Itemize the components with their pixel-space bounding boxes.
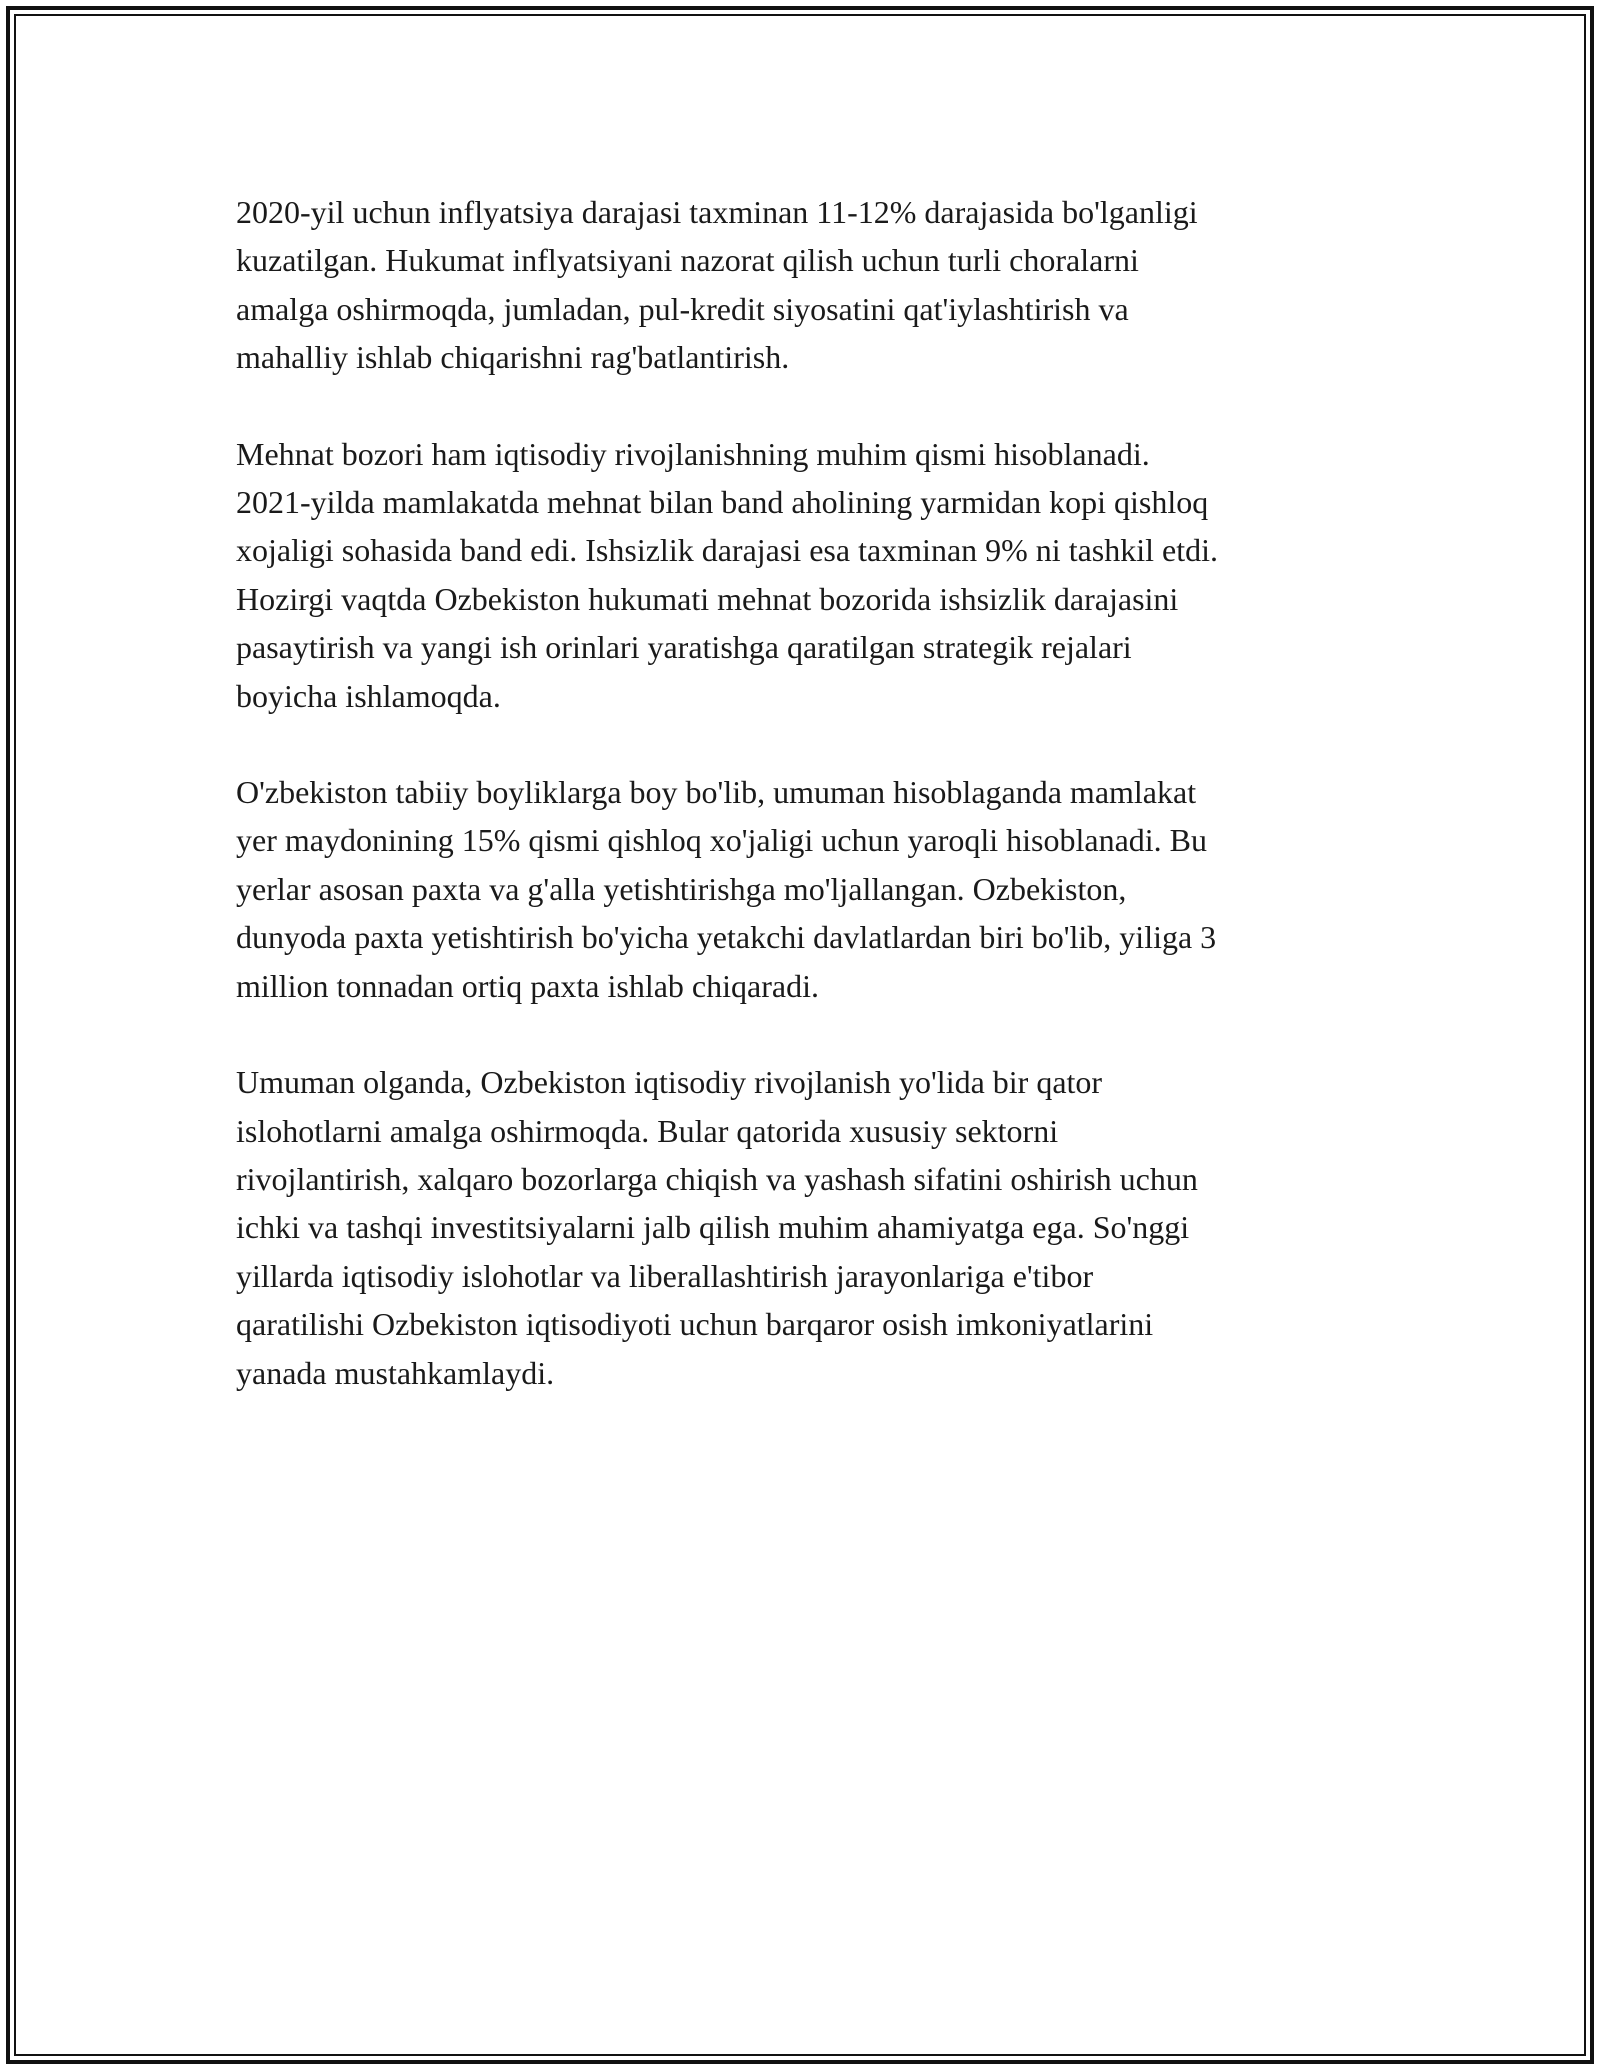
text-line: 2020-yil uchun inflyatsiya darajasi taxminan 11-12% darajasida bo'lganligi bbox=[236, 194, 1198, 230]
text-line: million tonnadan ortiq paxta ishlab chiqaradi. bbox=[236, 967, 819, 1004]
text-line: yillarda iqtisodiy islohotlar va liberallashtirish jarayonlariga e'tibor bbox=[236, 1257, 1094, 1294]
text-line: O'zbekiston tabiiy boyliklarga boy bo'lib, umuman hisoblaganda mamlakat bbox=[236, 774, 1197, 811]
text-line: yanada mustahkamlaydi. bbox=[236, 1354, 555, 1391]
text-line: Mehnat bozori ham iqtisodiy rivojlanishning muhim qismi hisoblanadi. bbox=[236, 435, 1150, 472]
text-line: kuzatilgan. Hukumat inflyatsiyani nazorat qilish uchun turli choralarni bbox=[236, 242, 1139, 279]
text-line: pasaytirish va yangi ish orinlari yaratishga qaratilgan strategik rejalari bbox=[236, 629, 1132, 666]
text-line: mahalliy ishlab chiqarishni rag'batlantirish. bbox=[236, 339, 790, 376]
paragraph-reforms bbox=[236, 1058, 1376, 1397]
text-line: yer maydonining 15% qismi qishloq xo'jaligi uchun yaroqli hisoblanadi. Bu bbox=[236, 822, 1207, 859]
paragraph-natural-resources bbox=[236, 768, 1376, 1010]
text-line: amalga oshirmoqda, jumladan, pul-kredit siyosatini qat'iylashtirish va bbox=[236, 290, 1129, 327]
text-line: boyicha ishlamoqda. bbox=[236, 677, 501, 714]
text-line: qaratilishi Ozbekiston iqtisodiyoti uchun barqaror osish imkoniyatlarini bbox=[236, 1306, 1154, 1343]
paragraph-inflation bbox=[236, 188, 1376, 382]
document-body bbox=[236, 188, 1376, 1445]
text-line: Umuman olganda, Ozbekiston iqtisodiy rivojlanish yo'lida bir qator bbox=[236, 1064, 1103, 1101]
text-line: islohotlarni amalga oshirmoqda. Bular qatorida xususiy sektorni bbox=[236, 1112, 1059, 1149]
text-line: Hozirgi vaqtda Ozbekiston hukumati mehnat bozorida ishsizlik darajasini bbox=[236, 580, 1179, 617]
text-line: 2021-yilda mamlakatda mehnat bilan band aholining yarmidan kopi qishloq bbox=[236, 484, 1209, 521]
text-line: rivojlantirish, xalqaro bozorlarga chiqish va yashash sifatini oshirish uchun bbox=[236, 1160, 1198, 1197]
text-line: yerlar asosan paxta va g'alla yetishtirishga mo'ljallangan. Ozbekiston, bbox=[236, 870, 1127, 907]
text-line: xojaligi sohasida band edi. Ishsizlik darajasi esa taxminan 9% ni tashkil etdi. bbox=[236, 532, 1218, 569]
text-line: dunyoda paxta yetishtirish bo'yicha yetakchi davlatlardan biri bo'lib, yiliga 3 bbox=[236, 919, 1217, 956]
paragraph-labor-market bbox=[236, 430, 1376, 720]
text-line: ichki va tashqi investitsiyalarni jalb qilish muhim ahamiyatga ega. So'nggi bbox=[236, 1209, 1190, 1246]
